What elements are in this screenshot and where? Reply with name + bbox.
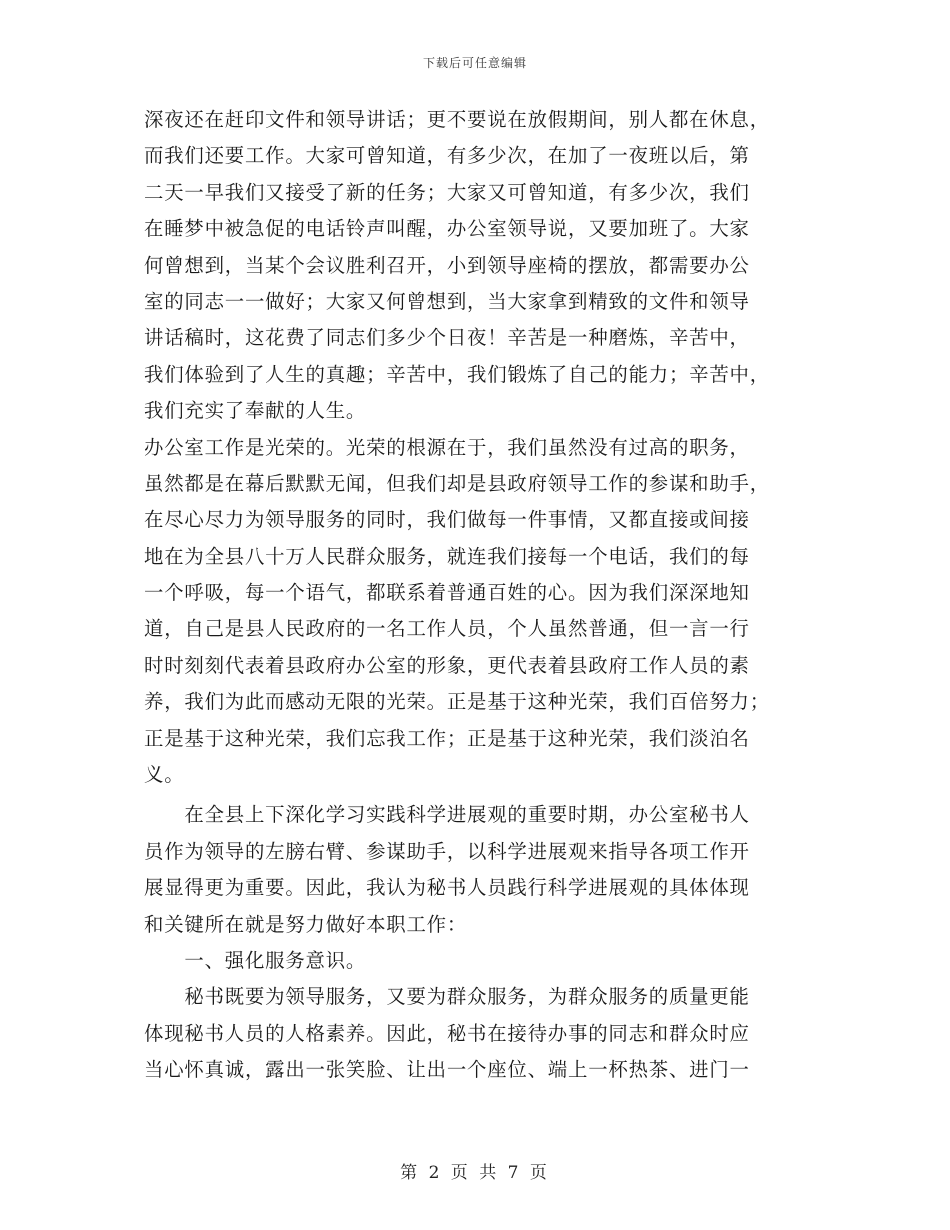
- text-line: 在睡梦中被急促的电话铃声叫醒，办公室领导说，又要加班了。大家: [144, 217, 750, 241]
- text-line: 讲话稿时，这花费了同志们多少个日夜！辛苦是一种磨炼，辛苦中，: [144, 326, 750, 350]
- document-body: [144, 102, 804, 1089]
- text-line: 养，我们为此而感动无限的光荣。正是基于这种光荣，我们百倍努力；: [144, 690, 770, 714]
- text-line: 我们体验到了人生的真趣；辛苦中，我们锻炼了自己的能力；辛苦中，: [144, 362, 770, 386]
- page-header: 下载后可任意编辑: [422, 56, 527, 70]
- text-line: 在尽心尽力为领导服务的同时，我们做每一件事情，又都直接或间接: [144, 508, 750, 532]
- text-line: 何曾想到，当某个会议胜利召开，小到领导座椅的摆放，都需要办公: [144, 253, 750, 277]
- text-line: 地在为全县八十万人民群众服务，就连我们接每一个电话，我们的每: [144, 544, 750, 568]
- text-line: 义。: [144, 763, 185, 787]
- text-line: 展显得更为重要。因此，我认为秘书人员践行科学进展观的具体体现: [144, 876, 750, 900]
- text-line: 体现秘书人员的人格素养。因此，秘书在接待办事的同志和群众时应: [144, 1021, 750, 1045]
- text-line: 室的同志一一做好；大家又何曾想到，当大家拿到精致的文件和领导: [144, 289, 750, 313]
- text-line: 道，自己是县人民政府的一名工作人员，个人虽然普通，但一言一行: [144, 617, 750, 641]
- text-line: 正是基于这种光荣，我们忘我工作；正是基于这种光荣，我们淡泊名: [144, 726, 750, 750]
- text-line: 办公室工作是光荣的。光荣的根源在于，我们虽然没有过高的职务，: [144, 435, 750, 459]
- text-line: 我们充实了奉献的人生。: [144, 399, 367, 423]
- text-line: 时时刻刻代表着县政府办公室的形象，更代表着县政府工作人员的素: [144, 653, 750, 677]
- text-line: 虽然都是在幕后默默无闻，但我们却是县政府领导工作的参谋和助手，: [144, 471, 770, 495]
- text-line: 和关键所在就是努力做好本职工作：: [144, 912, 468, 936]
- section-heading: 一、强化服务意识。: [144, 948, 367, 972]
- text-line: 深夜还在赶印文件和领导讲话；更不要说在放假期间，别人都在休息，: [144, 108, 770, 131]
- text-line: 而我们还要工作。大家可曾知道，有多少次，在加了一夜班以后，第: [144, 144, 750, 168]
- text-line: 秘书既要为领导服务，又要为群众服务，为群众服务的质量更能: [144, 985, 750, 1009]
- text-line: 一个呼吸，每一个语气，都联系着普通百姓的心。因为我们深深地知: [144, 581, 750, 605]
- text-line: 在全县上下深化学习实践科学进展观的重要时期，办公室秘书人: [144, 803, 750, 827]
- page-number: 第 2 页 共 7 页: [400, 1163, 550, 1183]
- text-line: 当心怀真诚，露出一张笑脸、让出一个座位、端上一杯热茶、进门一: [144, 1058, 750, 1082]
- text-line: 员作为领导的左膀右臂、参谋助手，以科学进展观来指导各项工作开: [144, 839, 750, 863]
- text-line: 二天一早我们又接受了新的任务；大家又可曾知道，有多少次，我们: [144, 180, 750, 204]
